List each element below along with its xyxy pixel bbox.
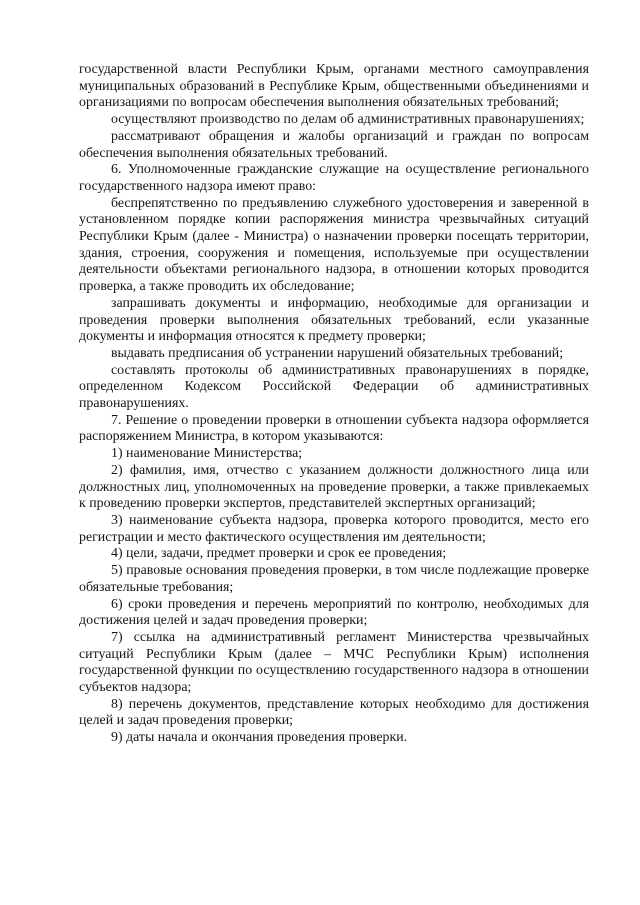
paragraph: 5) правовые основания проведения проверки, в том числе подлежащие проверке обязательные требования;	[79, 563, 589, 595]
paragraph: 6) сроки проведения и перечень мероприятий по контролю, необходимых для достижения целей и задач проведения проверки;	[79, 596, 589, 629]
paragraph: рассматривают обращения и жалобы организаций и граждан по вопросам обеспечения выполнения обязательных требований.	[79, 128, 589, 161]
paragraph: 9) даты начала и окончания проведения проверки.	[111, 730, 408, 746]
document-body	[79, 62, 589, 747]
paragraph: 8) перечень документов, представление которых необходимо для достижения целей и задач проведения проверки;	[79, 696, 589, 729]
paragraph: 7) ссылка на административный регламент Министерства чрезвычайных ситуаций Республики Крым (далее – МЧС Республики Крым) исполнения государственной функции по осуществлению государственного надзора в отношении субъектов надзора;	[79, 629, 589, 696]
paragraph: беспрепятственно по предъявлению служебного удостоверения и заверенной в установленном порядке копии распоряжения министра чрезвычайных ситуаций Республики Крым (далее - Министра) о назначении проверки посещать территории, здания, строения, сооружения и помещения, используемые при осуществлении деятельности объектами регионального надзора, в отношении которых проводится проверка, а также проводить их обследование;	[79, 195, 589, 295]
paragraph: составлять протоколы об административных правонарушениях в порядке, определенном Кодексом Российской Федерации об административных правонарушениях.	[79, 362, 589, 412]
paragraph: 2) фамилия, имя, отчество с указанием должности должностного лица или должностных лиц, уполномоченных на проведение проверки, а также привлекаемых к проведению проверки экспертов, представителей экспертных организаций;	[79, 462, 589, 512]
paragraph: выдавать предписания об устранении нарушений обязательных требований;	[111, 345, 564, 361]
paragraph: 6. Уполномоченные гражданские служащие на осуществление регионального государственного надзора имеют право:	[79, 162, 589, 194]
paragraph: 4) цели, задачи, предмет проверки и срок ее проведения;	[111, 546, 447, 562]
paragraph: 7. Решение о проведении проверки в отношении субъекта надзора оформляется распоряжением Министра, в котором указываются:	[79, 412, 589, 445]
paragraph: осуществляют производство по делам об административных правонарушениях;	[111, 112, 585, 128]
paragraph: 1) наименование Министерства;	[111, 446, 303, 462]
paragraph: 3) наименование субъекта надзора, проверка которого проводится, место его регистрации и место фактического осуществления им деятельности;	[79, 512, 589, 545]
paragraph: запрашивать документы и информацию, необходимые для организации и проведения проверки выполнения обязательных требований, если указанные документы и информация относятся к предмету проверки;	[79, 295, 589, 345]
paragraph: государственной власти Республики Крым, органами местного самоуправления муниципальных образований в Республике Крым, общественными объединениями и организациями по вопросам обеспечения выполнения обязательных требований;	[79, 62, 589, 111]
